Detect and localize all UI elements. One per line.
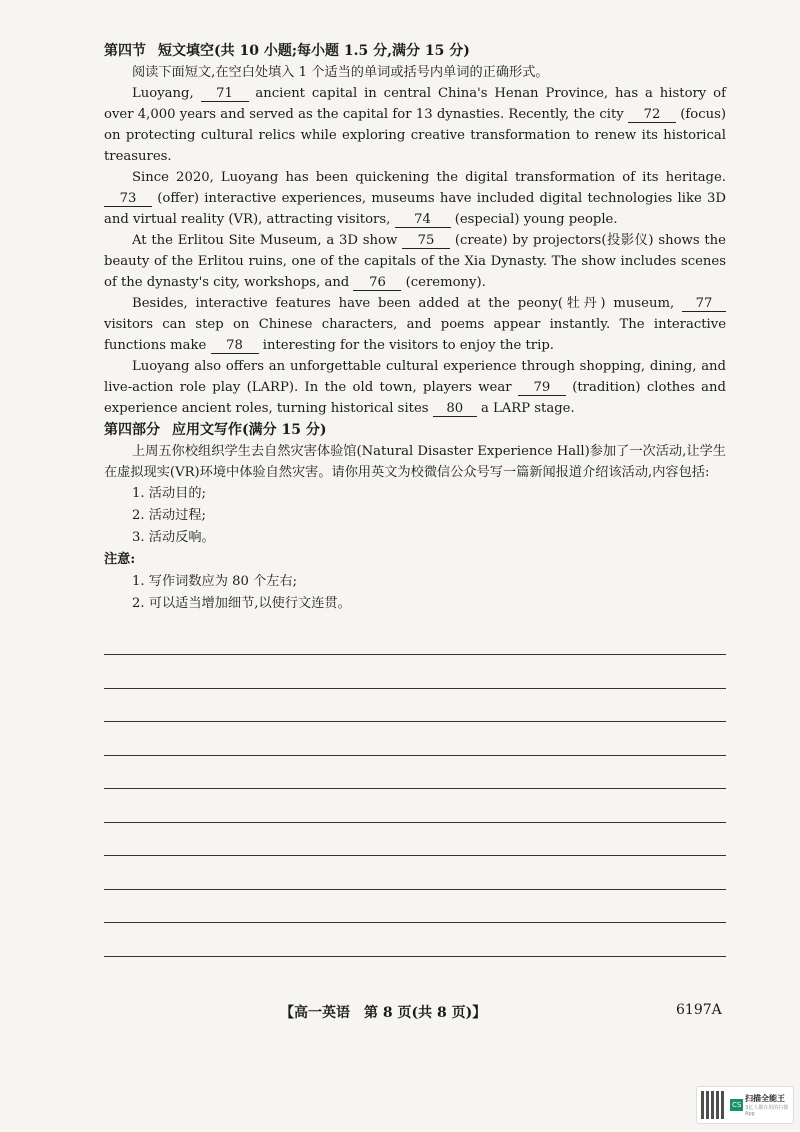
notes-title: 注意:	[104, 552, 136, 567]
passage-paragraph-5: Luoyang also offers an unforgettable cultural experience through shopping, dining, and live-action role play (LARP). In the old town, players wear 79 (tradition) clothes and experience ancient roles, turning historical sites 80 a LARP stage.	[104, 359, 726, 416]
answer-line[interactable]	[104, 688, 726, 689]
blank-79[interactable]: 79	[518, 380, 566, 396]
answer-line[interactable]	[104, 956, 726, 957]
content-items	[104, 483, 726, 549]
answer-line[interactable]	[104, 721, 726, 722]
blank-77[interactable]: 77	[682, 296, 726, 312]
answer-line[interactable]	[104, 788, 726, 789]
answer-line[interactable]	[104, 889, 726, 890]
list-item: 1. 活动目的;	[132, 486, 206, 501]
answer-area[interactable]	[104, 654, 726, 989]
part-title: 应用文写作(满分 15 分)	[172, 422, 327, 438]
answer-line[interactable]	[104, 755, 726, 756]
instruction: 阅读下面短文,在空白处填入 1 个适当的单词或括号内单词的正确形式。	[132, 65, 549, 80]
answer-line[interactable]	[104, 822, 726, 823]
camscanner-logo-icon: CS	[732, 1101, 742, 1109]
exam-page	[104, 40, 726, 615]
notes-list	[104, 571, 726, 615]
section-title: 短文填空(共 10 小题;每小题 1.5 分,满分 15 分)	[158, 43, 470, 59]
passage-paragraph-1: Luoyang, 71 ancient capital in central China's Henan Province, has a history of over 4,000 years and served as the capital for 13 dynasties. Recently, the city 72 (focus) on protecting cultural relics while exploring creative transformation to renew its historical treasures.	[104, 86, 726, 164]
scanner-title: 扫描全能王	[745, 1094, 786, 1103]
blank-73[interactable]: 73	[104, 191, 152, 207]
scanner-subtitle: 3亿人都在用的扫描App	[745, 1105, 789, 1117]
blank-75[interactable]: 75	[402, 233, 450, 249]
list-item: 2. 活动过程;	[132, 508, 206, 523]
answer-line[interactable]	[104, 654, 726, 655]
list-item: 1. 写作词数应为 80 个左右;	[132, 574, 298, 589]
passage-paragraph-4: Besides, interactive features have been added at the peony(牡丹) museum, 77 visitors can step on Chinese characters, and poems appear instantly. The interactive functions make 78 interesting for the visitors to enjoy the trip.	[104, 296, 726, 353]
blank-72[interactable]: 72	[628, 107, 676, 123]
list-item: 3. 活动反响。	[132, 530, 215, 545]
answer-line[interactable]	[104, 855, 726, 856]
blank-76[interactable]: 76	[353, 275, 401, 291]
blank-80[interactable]: 80	[433, 401, 477, 417]
page-number: 【高一英语 第 8 页(共 8 页)】	[280, 1005, 487, 1021]
passage-paragraph-3: At the Erlitou Site Museum, a 3D show 75 (create) by projectors(投影仪) shows the beauty of the Erlitou ruins, one of the capitals of the Xia Dynasty. The show includes scenes of the dynasty's city, workshops, and 76 (ceremony).	[104, 233, 726, 290]
list-item: 2. 可以适当增加细节,以使行文连贯。	[132, 596, 351, 611]
passage-paragraph-2: Since 2020, Luoyang has been quickening the digital transformation of its heritage. 73 (offer) interactive experiences, museums have included digital technologies like 3D and virtual reality (VR), attracting visitors, 74 (especial) young people.	[104, 170, 726, 227]
qr-code-icon	[701, 1091, 726, 1119]
section-number: 第四节	[104, 43, 146, 59]
writing-prompt: 上周五你校组织学生去自然灾害体验馆(Natural Disaster Experience Hall)参加了一次活动,让学生在虚拟现实(VR)环境中体验自然灾害。请你用英文为校微信公众号写一篇新闻报道介绍该活动,内容包括:	[104, 444, 726, 480]
blank-71[interactable]: 71	[201, 86, 249, 102]
scanner-watermark	[696, 1086, 794, 1124]
paper-code: 6197A	[676, 1002, 722, 1018]
section-heading	[104, 40, 726, 62]
blank-78[interactable]: 78	[211, 338, 259, 354]
blank-74[interactable]: 74	[395, 212, 451, 228]
part-heading	[104, 419, 726, 441]
answer-line[interactable]	[104, 922, 726, 923]
part-number: 第四部分	[104, 422, 160, 438]
